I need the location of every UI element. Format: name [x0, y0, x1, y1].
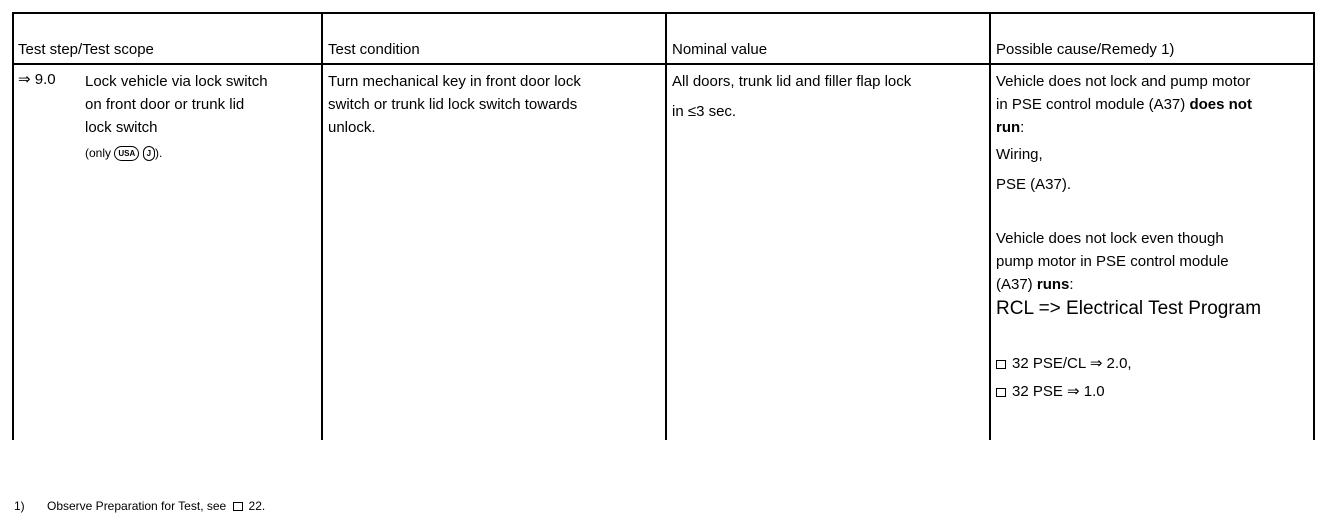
reference-1-text: 32 PSE/CL ⇒ 2.0, [1012, 355, 1132, 372]
footnote [14, 499, 265, 513]
reference-2 [996, 380, 1312, 403]
condition-line-3: unlock. [328, 119, 376, 136]
runs-emphasis: runs [1036, 276, 1070, 293]
remedy-block2-line-3 [996, 273, 1312, 296]
scope-note-prefix: (only [85, 146, 112, 160]
usa-badge: USA [114, 146, 139, 161]
condition-line-2: switch or trunk lid lock switch towards [328, 96, 578, 113]
test-condition [328, 70, 660, 139]
header-possible-cause: Possible cause/Remedy 1) [996, 41, 1175, 58]
footnote-page-ref: 22. [248, 499, 266, 513]
col-divider-1 [321, 12, 323, 440]
footnote-text: Observe Preparation for Test, see [47, 499, 227, 513]
remedy-wiring: Wiring, [996, 146, 1043, 163]
test-scope [85, 70, 317, 165]
does-not-emphasis: does not [1189, 96, 1252, 113]
col-divider-3 [989, 12, 991, 440]
scope-line-2: on front door or trunk lid [85, 96, 245, 113]
remedy-block2-line-3-text: (A37) [996, 276, 1037, 293]
page-ref-icon [996, 388, 1006, 397]
header-divider [12, 63, 1315, 65]
header-test-condition: Test condition [328, 41, 420, 58]
remedy-block2-line-2: pump motor in PSE control module [996, 253, 1229, 270]
scope-line-3: lock switch [85, 119, 158, 136]
possible-cause [996, 70, 1312, 403]
rcl-program-link: RCL => Electrical Test Program [996, 298, 1262, 319]
remedy-line-3 [996, 116, 1312, 139]
test-table [12, 12, 1315, 440]
page-ref-icon [233, 502, 243, 511]
reference-1 [996, 352, 1312, 375]
table-top-border [12, 12, 1315, 14]
scope-note [85, 142, 317, 165]
run-emphasis: run [996, 119, 1021, 136]
remedy-line-3-colon: : [1020, 119, 1025, 136]
remedy-block2-line-3-colon: : [1069, 276, 1074, 293]
remedy-line-1: Vehicle does not lock and pump motor [996, 73, 1251, 90]
nominal-line-2: in ≤3 sec. [672, 103, 737, 120]
japan-badge: J [143, 146, 155, 161]
remedy-pse: PSE (A37). [996, 176, 1072, 193]
remedy-line-2-text: in PSE control module (A37) [996, 96, 1190, 113]
col-divider-2 [665, 12, 667, 440]
remedy-block2-line-1: Vehicle does not lock even though [996, 230, 1224, 247]
scope-note-suffix: ). [155, 146, 163, 160]
reference-2-text: 32 PSE ⇒ 1.0 [1012, 383, 1105, 400]
page-ref-icon [996, 360, 1006, 369]
step-number: ⇒ 9.0 [18, 71, 56, 88]
nominal-line-1: All doors, trunk lid and filler flap lock [672, 73, 912, 90]
remedy-line-2 [996, 93, 1312, 116]
header-test-step: Test step/Test scope [18, 41, 154, 58]
footnote-mark: 1) [14, 499, 25, 513]
header-nominal-value: Nominal value [672, 41, 768, 58]
col-divider-left [12, 12, 14, 440]
col-divider-right [1313, 12, 1315, 440]
nominal-value [672, 70, 984, 123]
scope-line-1: Lock vehicle via lock switch [85, 73, 268, 90]
condition-line-1: Turn mechanical key in front door lock [328, 73, 581, 90]
